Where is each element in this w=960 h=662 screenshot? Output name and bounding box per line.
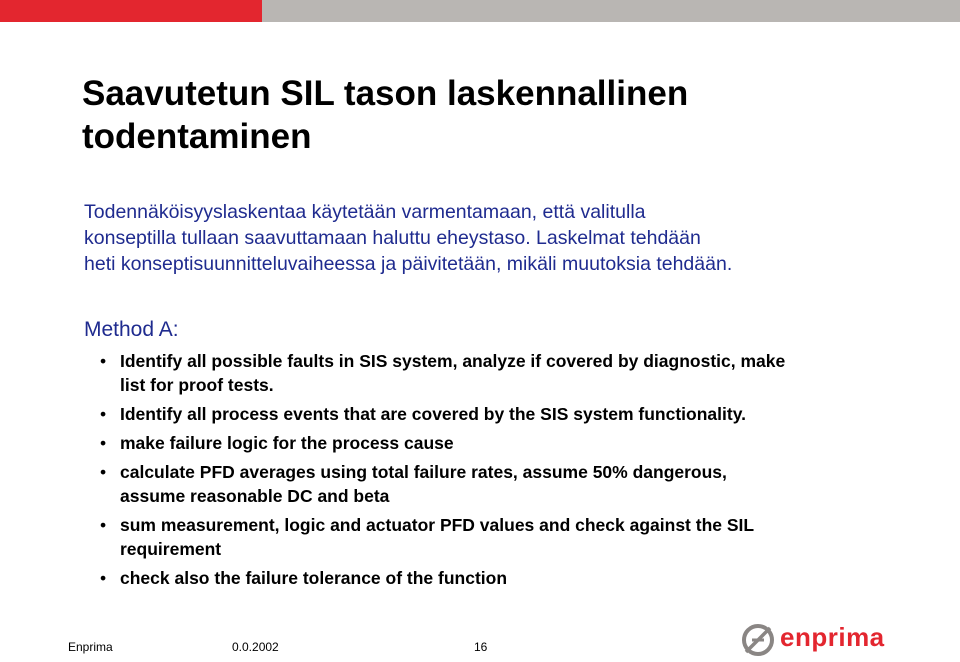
intro-line-2: konseptilla tullaan saavuttamaan haluttu eheystaso. Laskelmat tehdään: [84, 227, 701, 249]
method-bullet-list: [100, 349, 890, 595]
bullet-item: [100, 349, 890, 397]
bullet-line: Identify all process events that are covered by the SIS system functionality.: [120, 404, 746, 424]
enprima-logo: [740, 618, 900, 662]
enprima-logo-icon: [740, 622, 776, 658]
bullet-item: [100, 566, 890, 590]
bullet-line: requirement: [120, 539, 222, 559]
top-color-bar: [0, 0, 960, 22]
intro-line-1: Todennäköisyyslaskentaa käytetään varmentamaan, että valitulla: [84, 201, 646, 223]
bullet-line: list for proof tests.: [120, 375, 274, 395]
footer-company: Enprima: [68, 640, 113, 654]
bullet-line: check also the failure tolerance of the function: [120, 568, 508, 588]
bullet-line: assume reasonable DC and beta: [120, 486, 390, 506]
footer-page-number: 16: [474, 640, 488, 654]
intro-paragraph: [84, 199, 904, 277]
top-bar-red-segment: [0, 0, 262, 22]
bullet-line: make failure logic for the process cause: [120, 433, 454, 453]
bullet-line: Identify all possible faults in SIS system, analyze if covered by diagnostic, make: [120, 351, 786, 371]
slide-title-line-2: todentaminen: [82, 117, 312, 156]
bullet-line: calculate PFD averages using total failure rates, assume 50% dangerous,: [120, 462, 727, 482]
bullet-item: [100, 460, 890, 508]
top-bar-grey-segment: [262, 0, 960, 22]
bullet-line: sum measurement, logic and actuator PFD values and check against the SIL: [120, 515, 755, 535]
slide-title: [82, 72, 902, 158]
bullet-item: [100, 431, 890, 455]
footer-date: 0.0.2002: [232, 640, 279, 654]
intro-line-3: heti konseptisuunnitteluvaiheessa ja päivitetään, mikäli muutoksia tehdään.: [84, 253, 733, 275]
bullet-item: [100, 513, 890, 561]
bullet-item: [100, 402, 890, 426]
method-heading: Method A:: [84, 318, 179, 341]
enprima-logo-text: enprima: [780, 622, 885, 652]
slide-title-line-1: Saavutetun SIL tason laskennallinen: [82, 74, 689, 113]
